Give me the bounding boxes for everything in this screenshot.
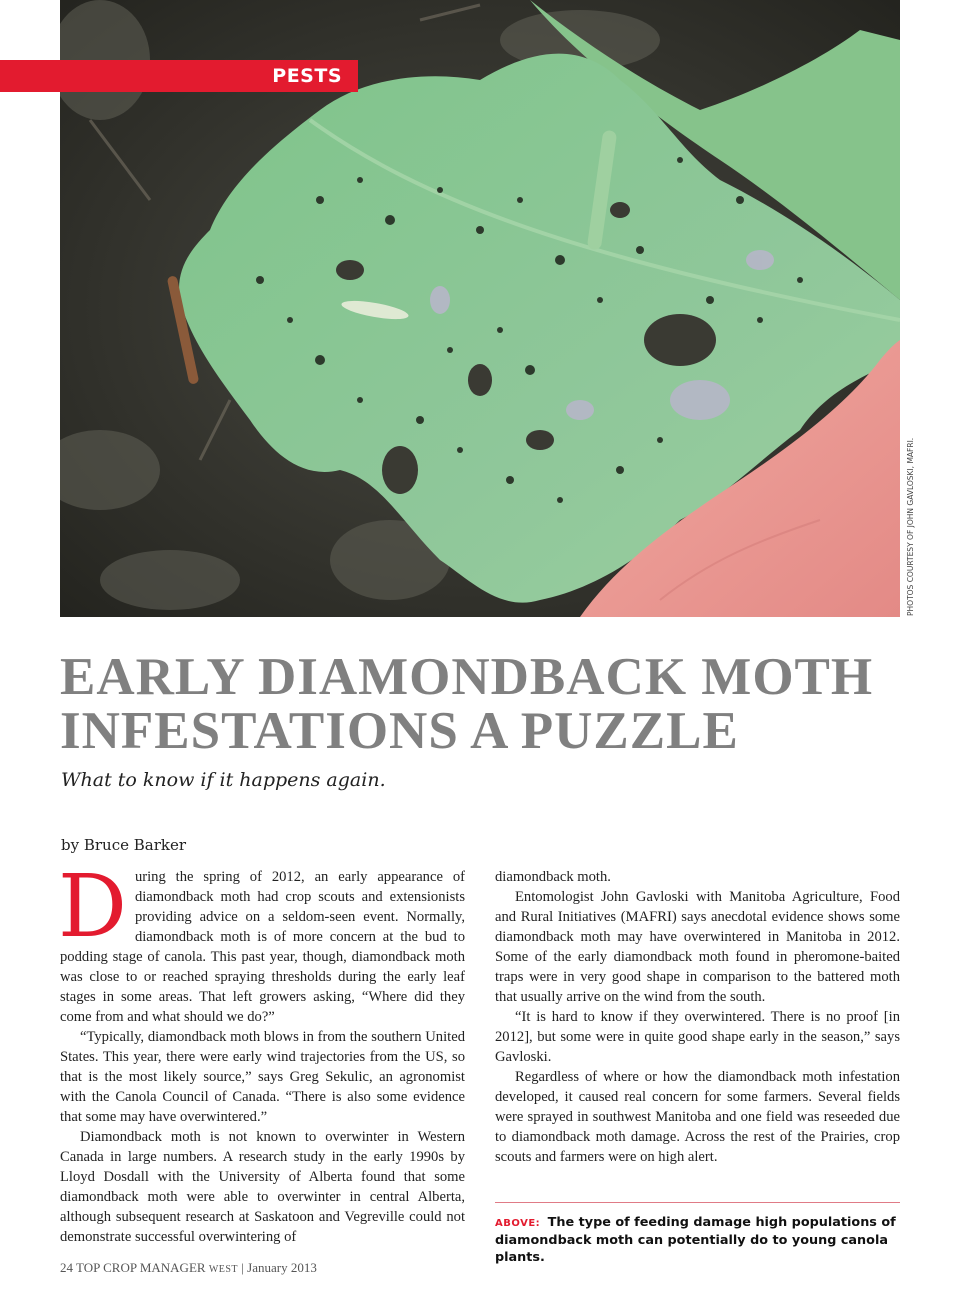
magazine-name: TOP CROP MANAGER (76, 1260, 206, 1275)
caption-divider (495, 1202, 900, 1203)
article-column-left (58, 857, 465, 1247)
caption-lead: ABOVE: (495, 1218, 541, 1229)
magazine-edition: WEST (208, 1264, 239, 1275)
page-number: 24 (60, 1260, 73, 1275)
feature-photo (60, 0, 900, 617)
article-paragraph: “Typically, diamondback moth blows in from the southern United States. This year, there were early wind trajectories from the US, so that is the most likely source,” says Greg Sekulic, an agronomist with the Canola Council of Canada. “There is also some evidence that some may have overwintered.” (60, 1029, 465, 1125)
article-paragraph: diamondback moth. (495, 869, 611, 885)
byline: by Bruce Barker (61, 836, 187, 854)
page-folio (60, 1260, 317, 1276)
article-paragraph: Entomologist John Gavloski with Manitoba Agriculture, Food and Rural Initiatives (MAFRI) says anecdotal evidence shows some diamondback moth may have overwintered in Manitoba in 2012. Some of the early diamondback moth found in pheromone-baited traps were in very good shape in comparison to the battered moth that usually arrive on the wind from the south. (495, 889, 900, 1005)
article-paragraph: “It is hard to know if they overwintered. There is no proof [in 2012], but some were in quite good shape early in the season,” says Gavloski. (495, 1009, 900, 1065)
article-paragraph: Regardless of where or how the diamondback moth infestation developed, it caused real concern for some farmers. Several fields were sprayed in southwest Manitoba and one field was reseeded due to diamondback moth damage. Across the rest of the Prairies, crop scouts and farmers were on high alert. (495, 1069, 900, 1165)
headline-line-1: EARLY DIAMONDBACK MOTH (60, 648, 874, 706)
article-column-right (495, 867, 900, 1167)
folio-separator: | (241, 1260, 244, 1275)
deck: What to know if it happens again. (61, 769, 386, 791)
headline (60, 650, 920, 758)
headline-line-2: INFESTATIONS A PUZZLE (60, 702, 739, 760)
drop-cap: D (58, 857, 127, 957)
section-tag: PESTS (0, 60, 358, 92)
article-paragraph: Diamondback moth is not known to overwinter in Western Canada in large numbers. A research study in the early 1990s by Lloyd Dosdall with the University of Alberta found that some diamondback moth were able to overwinter in central Alberta, although subsequent research at Saskatoon and Vegreville could not demonstrate successful overwintering of (60, 1129, 465, 1245)
caption-text: The type of feeding damage high populations of diamondback moth can potentially do to young canola plants. (495, 1215, 896, 1265)
article-paragraph: During the spring of 2012, an early appearance of diamondback moth had crop scouts and extensionists providing advice on a seldom-seen event. Normally, diamondback moth is of more concern at the bud to podding stage of canola. This past year, though, diamondback moth was close to or reached spraying thresholds during the early leaf stages in some areas. That left growers asking, “Where did they come from and what should we do?” (58, 857, 465, 1025)
issue-date: January 2013 (247, 1260, 317, 1275)
photo-caption (495, 1214, 915, 1266)
photo-credit: PHOTOS COURTESY OF JOHN GAVLOSKI, MAFRI. (906, 437, 915, 616)
canola-leaf-photo (60, 0, 900, 617)
